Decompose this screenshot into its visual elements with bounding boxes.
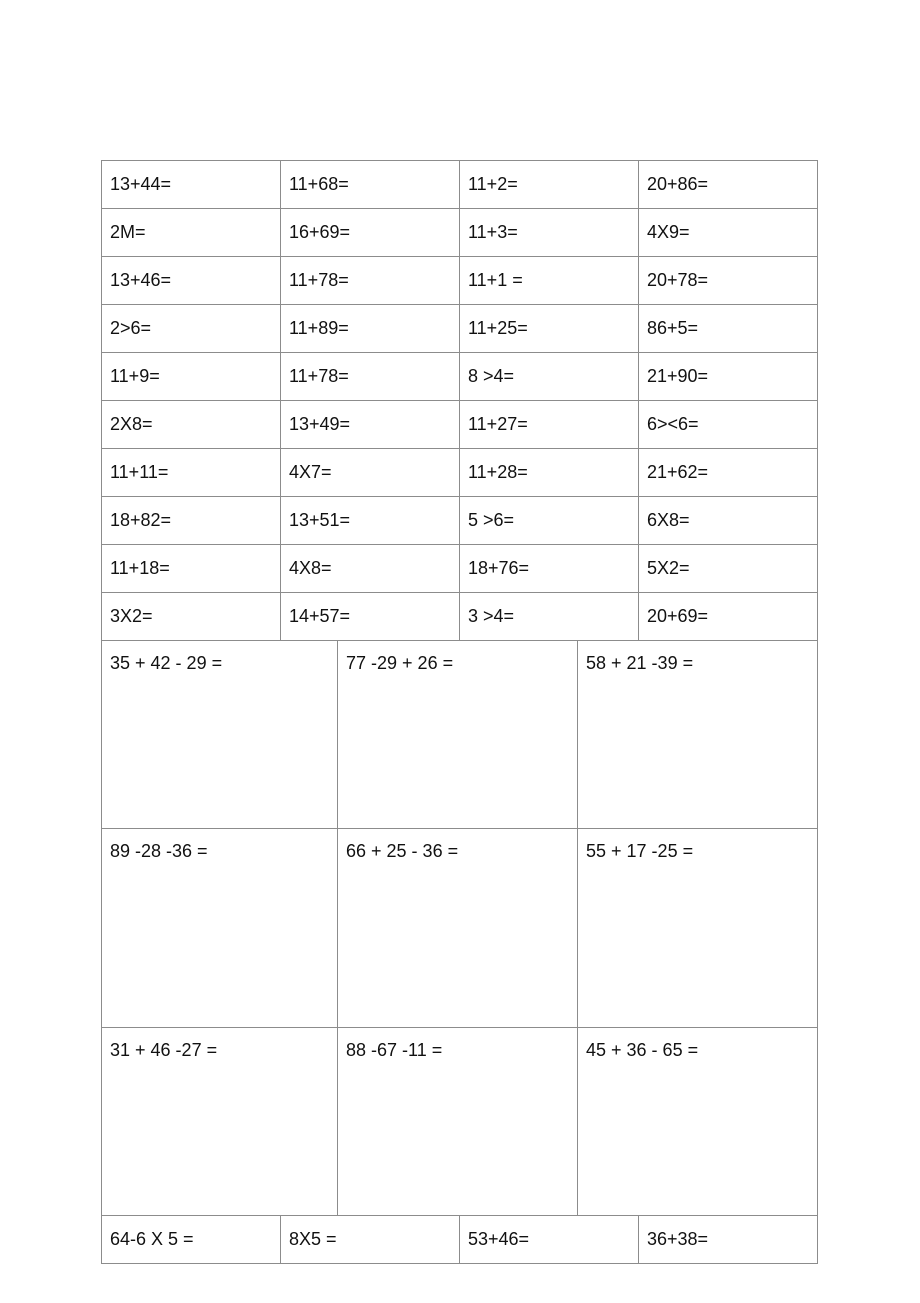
- problem-cell: 55 + 17 -25 =: [578, 829, 818, 1028]
- problem-cell: 13+46=: [102, 257, 281, 305]
- problem-cell: 4X9=: [639, 209, 818, 257]
- problem-cell: 11+68=: [281, 161, 460, 209]
- problem-cell: 36+38=: [639, 1216, 818, 1264]
- problem-cell: 5X2=: [639, 545, 818, 593]
- final-row: [101, 1215, 818, 1264]
- problem-cell: 4X8=: [281, 545, 460, 593]
- problem-cell: 66 + 25 - 36 =: [338, 829, 578, 1028]
- problem-cell: 86+5=: [639, 305, 818, 353]
- table-row: [102, 449, 818, 497]
- table-row: [102, 209, 818, 257]
- problem-cell: 8X5 =: [281, 1216, 460, 1264]
- table-row: [102, 161, 818, 209]
- problem-cell: 3 >4=: [460, 593, 639, 641]
- problem-cell: 13+51=: [281, 497, 460, 545]
- problem-cell: 11+25=: [460, 305, 639, 353]
- table-row: [102, 829, 818, 1028]
- table-row: [102, 641, 818, 829]
- problem-cell: 21+90=: [639, 353, 818, 401]
- problem-cell: 13+49=: [281, 401, 460, 449]
- table-row: [102, 545, 818, 593]
- problem-cell: 14+57=: [281, 593, 460, 641]
- table-row: [102, 257, 818, 305]
- problem-cell: 11+1 =: [460, 257, 639, 305]
- problem-cell: 35 + 42 - 29 =: [102, 641, 338, 829]
- problem-cell: 21+62=: [639, 449, 818, 497]
- problem-cell: 11+28=: [460, 449, 639, 497]
- problem-cell: 11+89=: [281, 305, 460, 353]
- table-row: [102, 401, 818, 449]
- table-row: [102, 305, 818, 353]
- problem-cell: 89 -28 -36 =: [102, 829, 338, 1028]
- problem-cell: 58 + 21 -39 =: [578, 641, 818, 829]
- problem-cell: 4X7=: [281, 449, 460, 497]
- arithmetic-grid: [101, 160, 818, 641]
- problem-cell: 11+18=: [102, 545, 281, 593]
- problem-cell: 31 + 46 -27 =: [102, 1028, 338, 1216]
- multi-step-problems: [101, 640, 818, 1216]
- table-row: [102, 1028, 818, 1216]
- table-row: [102, 497, 818, 545]
- table-row: [102, 353, 818, 401]
- table-row: [102, 593, 818, 641]
- problem-cell: 53+46=: [460, 1216, 639, 1264]
- problem-cell: 64-6 X 5 =: [102, 1216, 281, 1264]
- problem-cell: 11+9=: [102, 353, 281, 401]
- problem-cell: 11+3=: [460, 209, 639, 257]
- problem-cell: 18+76=: [460, 545, 639, 593]
- problem-cell: 77 -29 + 26 =: [338, 641, 578, 829]
- problem-cell: 8 >4=: [460, 353, 639, 401]
- problem-cell: 20+69=: [639, 593, 818, 641]
- problem-cell: 2X8=: [102, 401, 281, 449]
- problem-cell: 11+27=: [460, 401, 639, 449]
- problem-cell: 45 + 36 - 65 =: [578, 1028, 818, 1216]
- worksheet: [101, 160, 817, 1264]
- problem-cell: 3X2=: [102, 593, 281, 641]
- problem-cell: 11+78=: [281, 353, 460, 401]
- problem-cell: 2M=: [102, 209, 281, 257]
- problem-cell: 88 -67 -11 =: [338, 1028, 578, 1216]
- problem-cell: 2>6=: [102, 305, 281, 353]
- problem-cell: 11+78=: [281, 257, 460, 305]
- problem-cell: 11+11=: [102, 449, 281, 497]
- problem-cell: 13+44=: [102, 161, 281, 209]
- problem-cell: 16+69=: [281, 209, 460, 257]
- table-row: [102, 1216, 818, 1264]
- problem-cell: 5 >6=: [460, 497, 639, 545]
- problem-cell: 11+2=: [460, 161, 639, 209]
- problem-cell: 6><6=: [639, 401, 818, 449]
- problem-cell: 6X8=: [639, 497, 818, 545]
- problem-cell: 20+78=: [639, 257, 818, 305]
- problem-cell: 20+86=: [639, 161, 818, 209]
- problem-cell: 18+82=: [102, 497, 281, 545]
